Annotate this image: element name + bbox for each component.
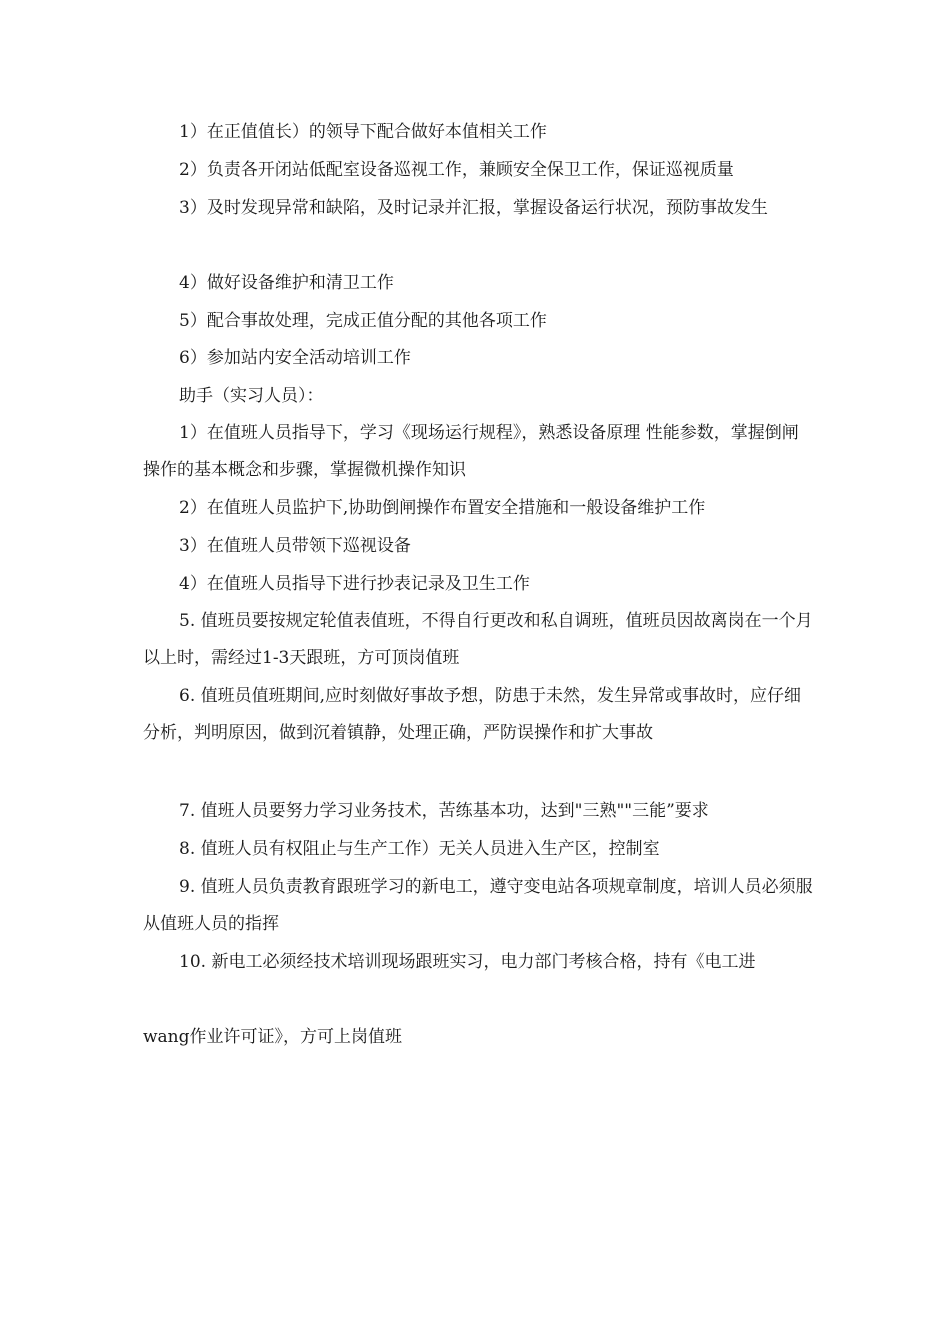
paragraph-15: 9. 值班人员负责教育跟班学习的新电工，遵守变电站各项规章制度，培训人员必须服从值班人员的指挥 [143,877,813,934]
paragraph-3: 3）及时发现异常和缺陷，及时记录并汇报，掌握设备运行状况，预防事故发生 [179,198,768,218]
paragraph-6: 6）参加站内安全活动培训工作 [179,348,411,368]
paragraph-1: 1）在正值值长）的领导下配合做好本值相关工作 [179,122,547,142]
section-heading: 助手（实习人员）： [179,386,324,406]
paragraph-12: 6. 值班员值班期间,应时刻做好事故予想，防患于未然，发生异常或事故时，应仔细分析，判明原因，做到沉着镇静，处理正确，严防误操作和扩大事故 [143,686,802,743]
paragraph-2: 2）负责各开闭站低配室设备巡视工作，兼顾安全保卫工作，保证巡视质量 [179,160,734,180]
paragraph-9: 3）在值班人员带领下巡视设备 [179,536,411,556]
paragraph-14: 8. 值班人员有权阻止与生产工作）无关人员进入生产区，控制室 [179,839,660,859]
paragraph-7: 1）在值班人员指导下，学习《现场运行规程》，熟悉设备原理 性能参数，掌握倒闸操作的基本概念和步骤，掌握微机操作知识 [143,423,799,480]
paragraph-17: wang作业许可证》，方可上岗值班 [143,1027,403,1047]
paragraph-11: 5. 值班员要按规定轮值表值班，不得自行更改和私自调班，值班员因故离岗在一个月以上时，需经过1-3天跟班，方可顶岗值班 [143,611,813,668]
paragraph-13: 7. 值班人员要努力学习业务技术，苦练基本功，达到"三熟""三能”要求 [179,801,709,821]
paragraph-8: 2）在值班人员监护下,协助倒闸操作布置安全措施和一般设备维护工作 [179,498,706,518]
paragraph-5: 5）配合事故处理，完成正值分配的其他各项工作 [179,311,547,331]
paragraph-16: 10. 新电工必须经技术培训现场跟班实习，电力部门考核合格，持有《电工进 [179,952,756,972]
paragraph-10: 4）在值班人员指导下进行抄表记录及卫生工作 [179,574,530,594]
paragraph-4: 4）做好设备维护和清卫工作 [179,273,394,293]
